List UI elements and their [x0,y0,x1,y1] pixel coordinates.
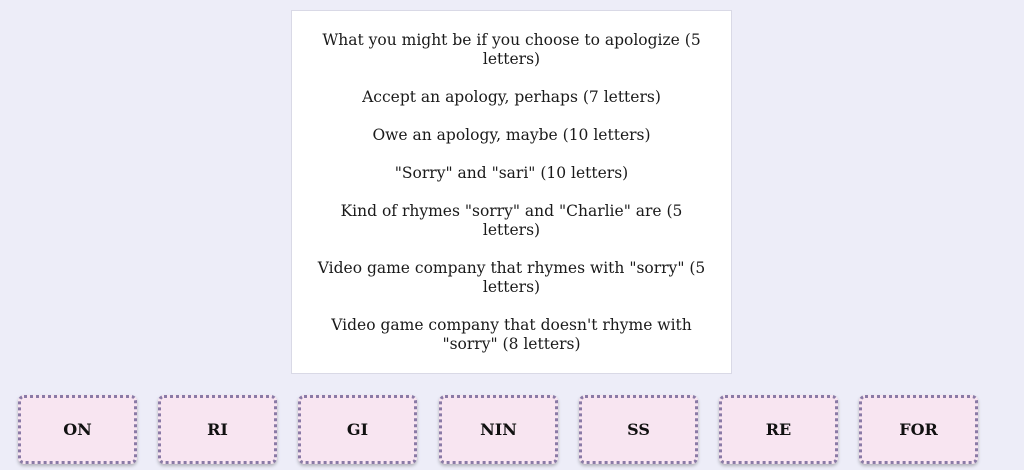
letter-tile-row [18,395,1008,465]
tile-on[interactable]: ON [18,395,137,464]
clue-4: "Sorry" and "sari" (10 letters) [394,164,629,182]
clue-3: Owe an apology, maybe (10 letters) [372,126,651,144]
clue-5: Kind of rhymes "sorry" and "Charlie" are (5 letters) [340,202,683,239]
clue-1: What you might be if you choose to apologize (5 letters) [322,31,701,68]
clue-7: Video game company that doesn't rhyme with "sorry" (8 letters) [331,316,692,353]
clue-card [291,10,732,374]
tile-ri[interactable]: RI [158,395,277,464]
tile-nin[interactable]: NIN [439,395,558,464]
tile-for[interactable]: FOR [859,395,978,464]
tile-ss[interactable]: SS [579,395,698,464]
clue-6: Video game company that rhymes with "sorry" (5 letters) [317,259,706,296]
tile-re[interactable]: RE [719,395,838,464]
tile-gi[interactable]: GI [298,395,417,464]
clue-2: Accept an apology, perhaps (7 letters) [362,88,661,106]
clue-list [314,31,709,354]
